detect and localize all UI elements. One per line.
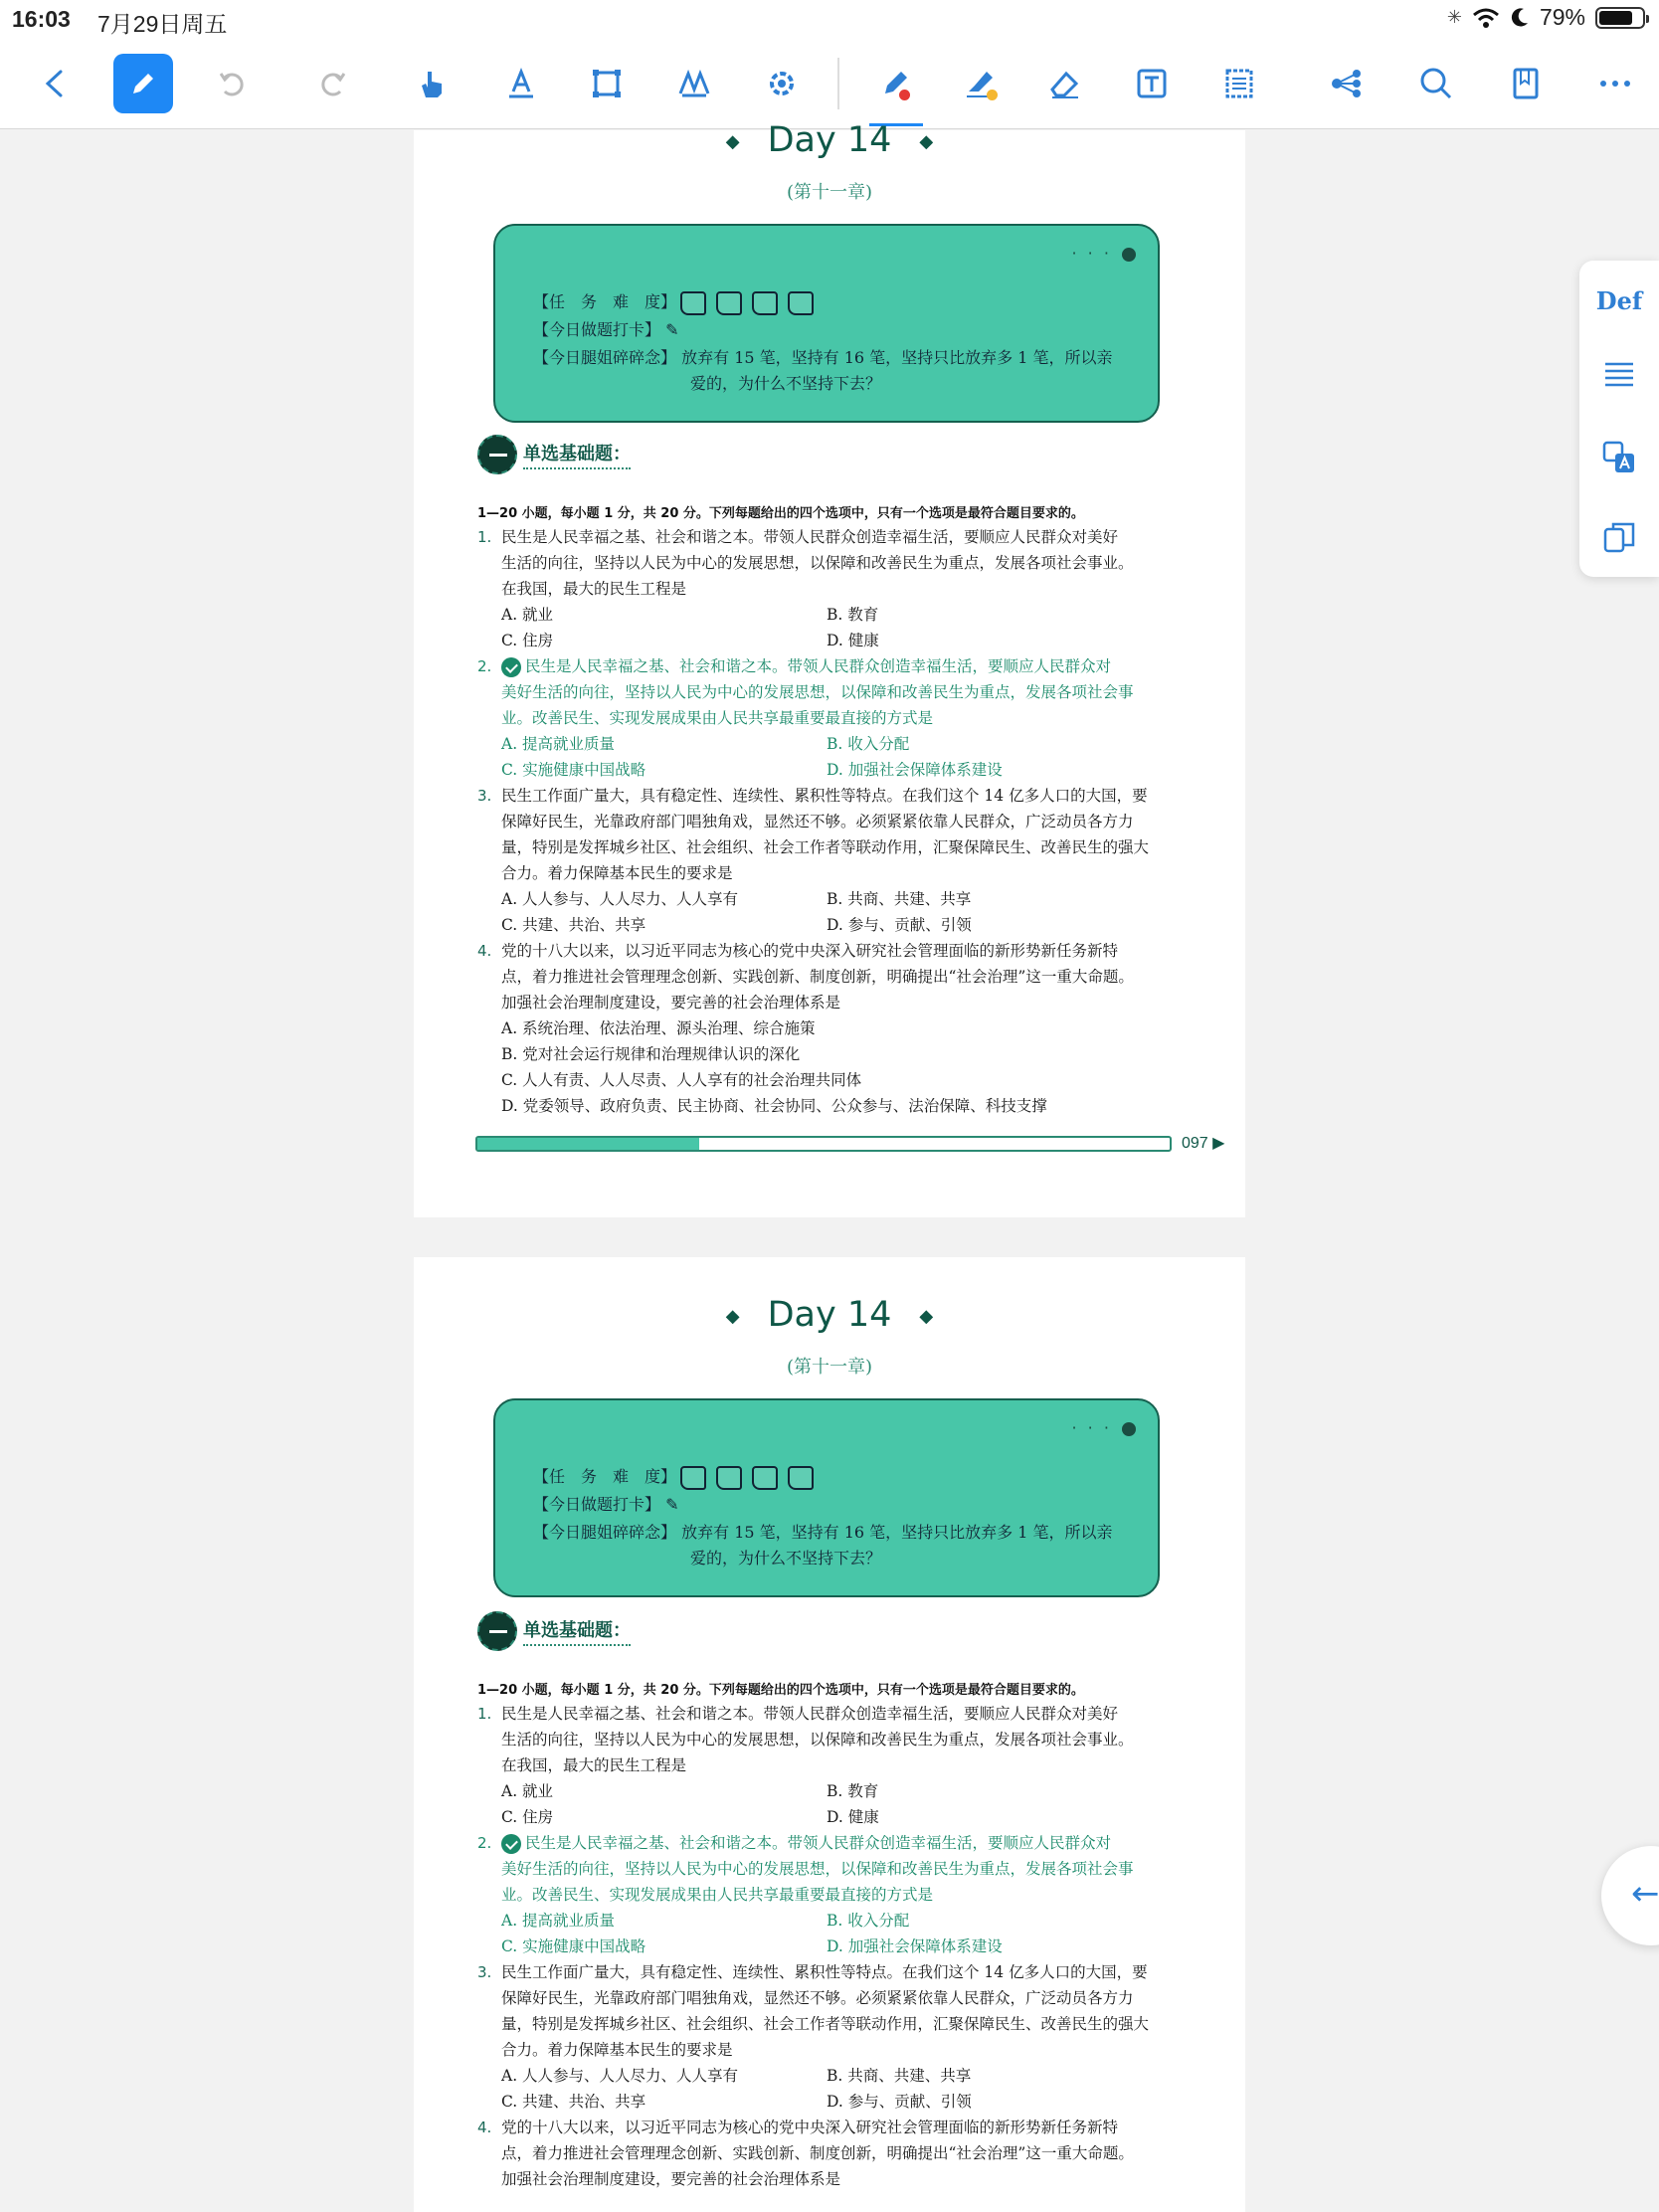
settings-button[interactable] <box>752 54 812 113</box>
question-text: 民生工作面广量大，具有稳定性、连续性、累积性等特点。在我们这个 14 亿多人口的大国，要 <box>501 1963 1148 1981</box>
option-c: C. 共建、共治、共享 <box>501 916 646 934</box>
question-number: 1. <box>477 528 492 546</box>
option-c: C. 住房 <box>501 1808 554 1826</box>
instructions: 1—20 小题，每小题 1 分，共 20 分。下列每题给出的四个选项中，只有一个选项是最符合题目要求的。 <box>477 506 1084 521</box>
chat-text: 放弃有 15 笔，坚持有 16 笔，坚持只比放弃多 1 笔，所以亲 <box>681 348 1113 367</box>
option-b: B. 教育 <box>827 1782 879 1800</box>
eraser-button[interactable] <box>1034 54 1094 113</box>
option-d: D. 健康 <box>827 632 879 649</box>
question-text: 点，着力推进社会管理理念创新、实践创新、制度创新，明确提出“社会治理”这一重大命题。 <box>501 2144 1134 2162</box>
question-number: 3. <box>477 1963 492 1981</box>
more-icon <box>1595 64 1635 103</box>
text-box-button[interactable] <box>1122 54 1182 113</box>
list-icon <box>1601 358 1637 394</box>
pencil-icon: ✎ <box>665 1495 679 1514</box>
question-number: 2. <box>477 1834 492 1852</box>
back-icon <box>36 64 76 103</box>
side-panel <box>1579 261 1659 577</box>
question-text: 民生是人民幸福之基、社会和谐之本。带领人民群众创造幸福生活，要顺应人民群众对 <box>525 1834 1112 1852</box>
translate-button[interactable] <box>1597 436 1641 479</box>
moon-icon <box>1510 7 1530 29</box>
question-text: 合力。着力保障基本民生的要求是 <box>501 864 733 882</box>
chat-row <box>533 1520 1113 1543</box>
option-d: D. 加强社会保障体系建设 <box>827 761 1003 779</box>
thumbs-up-icon <box>680 291 824 315</box>
option-c: C. 住房 <box>501 632 554 649</box>
form-button[interactable] <box>1209 54 1269 113</box>
toolbar <box>0 40 1659 129</box>
option-a: A. 就业 <box>501 1782 554 1800</box>
option-d: D. 党委领导、政府负责、民主协商、社会协同、公众参与、法治保障、科技支撑 <box>501 1097 1047 1115</box>
option-b: B. 收入分配 <box>827 735 910 753</box>
option-a: A. 提高就业质量 <box>501 1912 616 1930</box>
settings-icon <box>762 64 802 103</box>
back-button[interactable] <box>26 54 86 113</box>
battery-icon <box>1595 7 1645 29</box>
status-indicators <box>1447 4 1645 31</box>
question-4 <box>477 2115 1174 2192</box>
option-c: C. 实施健康中国战略 <box>501 1937 646 1955</box>
question-text: 量，特别是发挥城乡社区、社会组织、社会工作者等联动作用，汇聚保障民生、改善民生的强大 <box>501 838 1150 856</box>
option-d: D. 加强社会保障体系建设 <box>827 1937 1003 1955</box>
redo-button[interactable] <box>302 54 362 113</box>
search-icon <box>1416 64 1456 103</box>
toolbar-divider <box>837 58 839 109</box>
question-text: 量，特别是发挥城乡社区、社会组织、社会工作者等联动作用，汇聚保障民生、改善民生的强大 <box>501 2015 1150 2033</box>
question-text: 民生工作面广量大，具有稳定性、连续性、累积性等特点。在我们这个 14 亿多人口的大国，要 <box>501 787 1148 805</box>
pen-color-dot <box>899 90 910 100</box>
hand-tool-button[interactable] <box>402 54 461 113</box>
more-button[interactable] <box>1585 54 1645 113</box>
section-badge-icon <box>477 1611 517 1651</box>
copy-icon <box>1601 519 1637 555</box>
thumbs-up-icon <box>680 1466 824 1490</box>
question-text: 民生是人民幸福之基、社会和谐之本。带领人民群众创造幸福生活，要顺应人民群众对美好 <box>501 528 1119 546</box>
checkin-row <box>533 317 679 340</box>
card-dots: · · · <box>1071 1418 1136 1437</box>
document-page <box>414 120 1245 1217</box>
diamond-icon: ◆ <box>725 1305 740 1327</box>
status-date: 7月29日周五 <box>97 11 228 37</box>
redo-icon <box>312 64 352 103</box>
chapter-label: (第十一章) <box>786 1357 873 1378</box>
chat-label: 【今日腿姐碎碎念】 <box>533 1523 677 1542</box>
question-text: 民生是人民幸福之基、社会和谐之本。带领人民群众创造幸福生活，要顺应人民群众对 <box>525 657 1112 675</box>
diamond-icon: ◆ <box>919 1305 934 1327</box>
option-c: C. 人人有责、人人尽责、人人享有的社会治理共同体 <box>501 1071 862 1089</box>
outline-button[interactable] <box>1597 354 1641 398</box>
question-text: 点，着力推进社会管理理念创新、实践创新、制度创新，明确提出“社会治理”这一重大命题。 <box>501 968 1134 986</box>
day-title: Day 14 <box>767 1295 892 1335</box>
question-number: 3. <box>477 787 492 805</box>
difficulty-label: 【任 务 难 度】 <box>533 292 677 311</box>
chat-text: 放弃有 15 笔，坚持有 16 笔，坚持只比放弃多 1 笔，所以亲 <box>681 1523 1113 1542</box>
question-text: 加强社会治理制度建设，要完善的社会治理体系是 <box>501 2170 841 2188</box>
chapter-label: (第十一章) <box>786 182 873 203</box>
question-1 <box>477 524 1174 653</box>
question-text: 党的十八大以来，以习近平同志为核心的党中央深入研究社会管理面临的新形势新任务新特 <box>501 942 1119 960</box>
question-number: 2. <box>477 657 492 675</box>
crop-icon <box>587 64 627 103</box>
instructions: 1—20 小题，每小题 1 分，共 20 分。下列每题给出的四个选项中，只有一个选项是最符合题目要求的。 <box>477 1683 1084 1698</box>
question-1 <box>477 1701 1174 1830</box>
option-b: B. 教育 <box>827 606 879 624</box>
option-a: A. 提高就业质量 <box>501 735 616 753</box>
question-4 <box>477 938 1174 1119</box>
diamond-icon: ◆ <box>725 130 740 152</box>
pen-edit-icon <box>126 67 160 100</box>
question-2 <box>477 653 1174 783</box>
question-text: 在我国，最大的民生工程是 <box>501 580 687 598</box>
page-number <box>1182 1133 1224 1153</box>
toggle-icon <box>1122 248 1136 262</box>
option-a: A. 就业 <box>501 606 554 624</box>
chat-text-cont: 爱的，为什么不坚持下去？ <box>690 1549 882 1567</box>
question-text: 在我国，最大的民生工程是 <box>501 1756 687 1774</box>
pencil-icon: ✎ <box>665 320 679 339</box>
option-a: A. 人人参与、人人尽力、人人享有 <box>501 2067 739 2085</box>
hand-icon <box>412 64 452 103</box>
question-text: 生活的向往，坚持以人民为中心的发展思想，以保障和改善民生为重点，发展各项社会事业。 <box>501 1731 1134 1749</box>
option-d: D. 参与、贡献、引领 <box>827 2093 972 2111</box>
battery-percent: 79% <box>1539 4 1585 30</box>
question-number: 4. <box>477 2119 492 2136</box>
highlighter-button[interactable] <box>951 54 1011 113</box>
eraser-icon <box>1044 64 1084 103</box>
question-text: 美好生活的向往，坚持以人民为中心的发展思想，以保障和改善民生为重点，发展各项社会事 <box>501 1860 1134 1878</box>
toggle-icon <box>1122 1422 1136 1436</box>
text-tool-icon <box>501 64 541 103</box>
page-number-text: 097 <box>1182 1135 1208 1152</box>
checkin-label: 【今日做题打卡】 <box>533 320 661 339</box>
section-header <box>477 1611 631 1651</box>
sign-icon <box>674 64 714 103</box>
checkmark-icon <box>501 657 521 677</box>
option-b: B. 共商、共建、共享 <box>827 890 972 908</box>
card-dots: · · · <box>1071 244 1136 263</box>
chat-text-cont: 爱的，为什么不坚持下去？ <box>690 374 882 393</box>
question-text: 保障好民生，光靠政府部门唱独角戏，显然还不够。必须紧紧依靠人民群众，广泛动员各方力 <box>501 1989 1134 2007</box>
question-number: 4. <box>477 942 492 960</box>
wifi-icon <box>1472 7 1500 29</box>
task-card <box>493 224 1160 423</box>
undo-icon <box>213 64 253 103</box>
section-header <box>477 435 631 474</box>
arrow-left-icon: ← <box>1631 1874 1659 1914</box>
chat-row <box>533 345 1113 368</box>
option-b: B. 共商、共建、共享 <box>827 2067 972 2085</box>
question-text: 美好生活的向往，坚持以人民为中心的发展思想，以保障和改善民生为重点，发展各项社会事 <box>501 683 1134 701</box>
bookmark-button[interactable] <box>1496 54 1556 113</box>
option-a: A. 人人参与、人人尽力、人人享有 <box>501 890 739 908</box>
crop-button[interactable] <box>577 54 637 113</box>
pen-tool-button[interactable] <box>865 54 925 113</box>
section-badge-icon <box>477 435 517 474</box>
section-title: 单选基础题： <box>523 1616 631 1646</box>
question-3 <box>477 783 1174 938</box>
loading-icon: ✳ <box>1446 7 1462 27</box>
option-a: A. 系统治理、依法治理、源头治理、综合施策 <box>501 1019 816 1037</box>
day-title: Day 14 <box>767 120 892 160</box>
option-d: D. 参与、贡献、引领 <box>827 916 972 934</box>
question-text: 保障好民生，光靠政府部门唱独角戏，显然还不够。必须紧紧依靠人民群众，广泛动员各方力 <box>501 813 1134 830</box>
signature-button[interactable] <box>664 54 724 113</box>
edit-mode-button[interactable] <box>113 54 173 113</box>
share-button[interactable] <box>1317 54 1377 113</box>
translate-icon <box>1601 440 1637 475</box>
form-icon <box>1219 64 1259 103</box>
question-text: 加强社会治理制度建设，要完善的社会治理体系是 <box>501 994 841 1012</box>
battery-level <box>1599 11 1632 25</box>
section-title: 单选基础题： <box>523 440 631 469</box>
question-text: 合力。着力保障基本民生的要求是 <box>501 2041 733 2059</box>
return-button[interactable] <box>1601 1846 1659 1945</box>
difficulty-label: 【任 务 难 度】 <box>533 1467 677 1486</box>
share-icon <box>1327 64 1367 103</box>
question-2 <box>477 1830 1174 1959</box>
document-page <box>414 1257 1245 2212</box>
option-c: C. 实施健康中国战略 <box>501 761 646 779</box>
question-text: 党的十八大以来，以习近平同志为核心的党中央深入研究社会管理面临的新形势新任务新特 <box>501 2119 1119 2136</box>
question-number: 1. <box>477 1705 492 1723</box>
question-text: 民生是人民幸福之基、社会和谐之本。带领人民群众创造幸福生活，要顺应人民群众对美好 <box>501 1705 1119 1723</box>
dictionary-button[interactable]: Def <box>1595 285 1643 315</box>
search-button[interactable] <box>1406 54 1466 113</box>
text-annotation-button[interactable] <box>491 54 551 113</box>
copy-button[interactable] <box>1597 515 1641 559</box>
option-b: B. 收入分配 <box>827 1912 910 1930</box>
day-heading <box>414 120 1245 160</box>
status-time: 16:03 <box>12 6 71 32</box>
difficulty-row <box>533 1464 824 1490</box>
difficulty-row <box>533 289 824 315</box>
highlighter-color-dot <box>987 90 998 100</box>
checkmark-icon <box>501 1834 521 1854</box>
option-b: B. 党对社会运行规律和治理规律认识的深化 <box>501 1045 801 1063</box>
bookmark-icon <box>1506 64 1546 103</box>
checkin-row <box>533 1492 679 1515</box>
option-c: C. 共建、共治、共享 <box>501 2093 646 2111</box>
day-heading <box>414 1295 1245 1335</box>
page-progress-bar <box>475 1136 1172 1152</box>
question-text: 业。改善民生、实现发展成果由人民共享最重要最直接的方式是 <box>501 1886 934 1904</box>
checkin-label: 【今日做题打卡】 <box>533 1495 661 1514</box>
option-d: D. 健康 <box>827 1808 879 1826</box>
question-text: 生活的向往，坚持以人民为中心的发展思想，以保障和改善民生为重点，发展各项社会事业。 <box>501 554 1134 572</box>
undo-button[interactable] <box>203 54 263 113</box>
diamond-icon: ◆ <box>919 130 934 152</box>
play-icon: ▶ <box>1212 1135 1225 1152</box>
progress-fill <box>477 1138 699 1150</box>
question-text: 业。改善民生、实现发展成果由人民共享最重要最直接的方式是 <box>501 709 934 727</box>
status-bar <box>0 0 1659 40</box>
question-3 <box>477 1959 1174 2115</box>
text-box-icon <box>1132 64 1172 103</box>
chat-label: 【今日腿姐碎碎念】 <box>533 348 677 367</box>
task-card <box>493 1398 1160 1597</box>
